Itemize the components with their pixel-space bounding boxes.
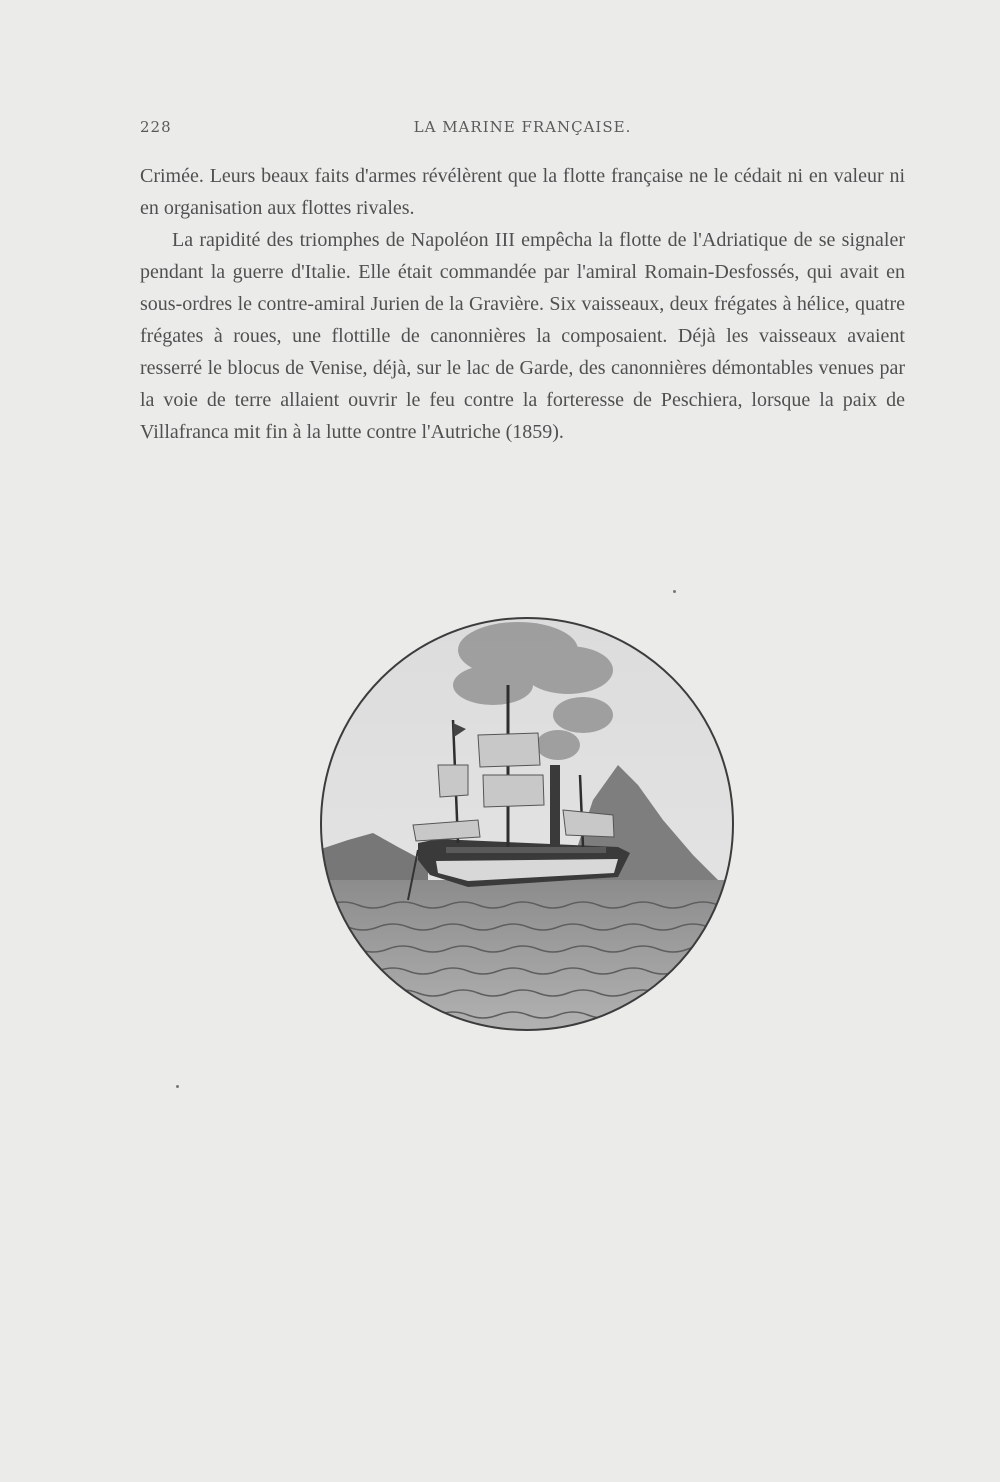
- page-header: [140, 118, 905, 142]
- body-text: [140, 160, 905, 448]
- paragraph-1: Crimée. Leurs beaux faits d'armes révélèrent que la flotte française ne le cédait ni en valeur ni en organisation aux flottes rivales.: [140, 165, 905, 219]
- speck-mark: [176, 1085, 179, 1088]
- speck-mark: [673, 590, 676, 593]
- funnel: [550, 765, 560, 845]
- paragraph-2: La rapidité des triomphes de Napoléon III empêcha la flotte de l'Adriatique de se signaler pendant la guerre d'Italie. Elle était commandée par l'amiral Romain-Desfossés, qui avait en sous-ordres le contre-amiral Jurien de la Gravière. Six vaisseaux, deux frégates à hélice, quatre frégates à roues, une flottille de canonnières la composaient. Déjà les vaisseaux avaient resserré le blocus de Venise, déjà, sur le lac de Garde, des canonnières démontables venues par la voie de terre allaient ouvrir le feu contre la forteresse de Peschiera, lorsque la paix de Villafranca mit fin à la lutte contre l'Autriche (1859).: [140, 229, 905, 443]
- running-title: LA MARINE FRANÇAISE.: [413, 118, 632, 136]
- ship-vignette-illustration: [318, 615, 736, 1033]
- page-number: 228: [140, 118, 172, 136]
